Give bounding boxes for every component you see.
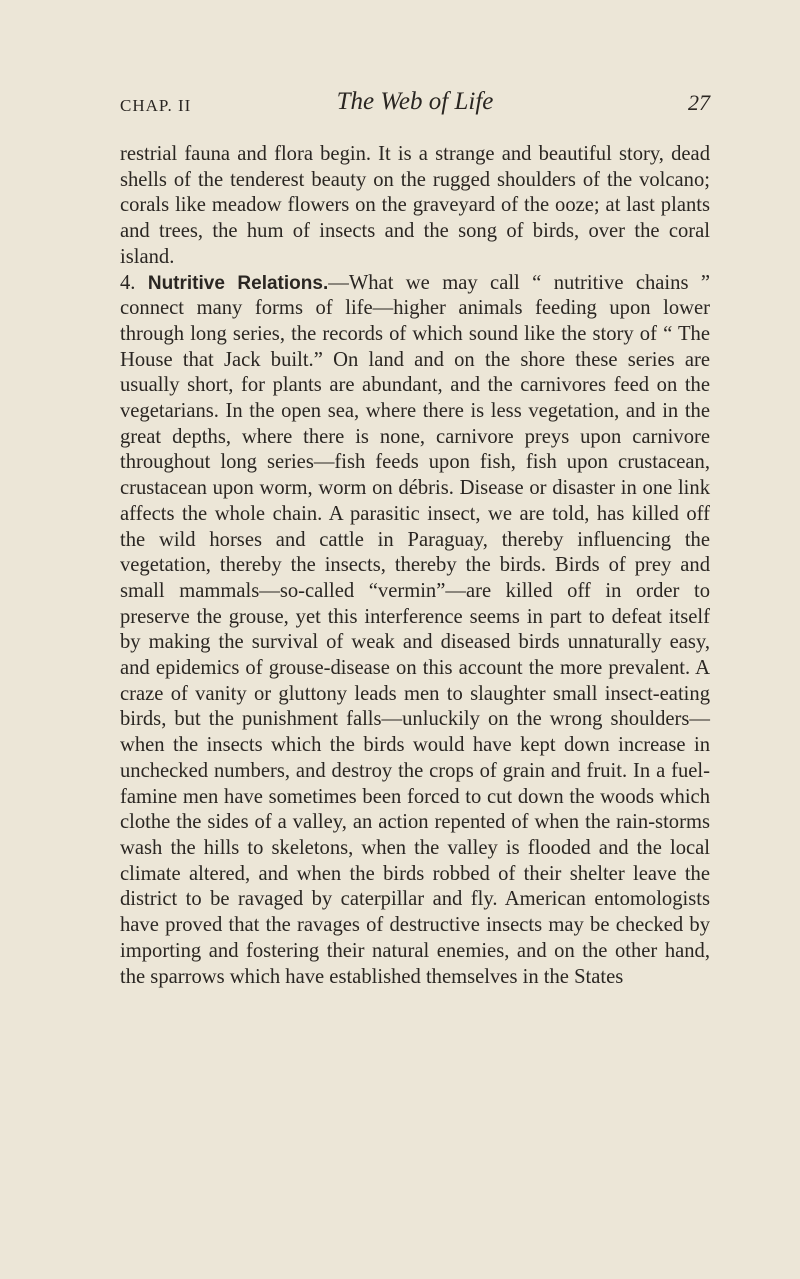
body-text: [120, 142, 710, 990]
section-heading: Nutritive Relations.: [147, 272, 329, 294]
section-paragraph: [120, 271, 710, 991]
chapter-label: CHAP. II: [120, 96, 192, 115]
continued-paragraph: restrial fauna and flora begin. It is a strange and beautiful story, dead shells of the tenderest beauty on the rugged shoulders of the volcano; corals like meadow flowers on the graveyard of the ooze; at last plants and trees, the hum of insects and the song of birds, over the coral island.: [120, 143, 710, 268]
page-number: 27: [688, 90, 710, 115]
section-text: —What we may call “ nutritive chains ” connect many forms of life—higher animals feeding upon lower through long series, the records of which sound like the story of “ The House that Jack built.” On land and on the shore these series are usually short, for plants are abundant, and the carnivores feed on the vegetarians. In the open sea, where there is less vegetation, and in the great depths, where there is none, carnivore preys upon carnivore throughout long series—fish feeds upon fish, fish upon crustacean, crustacean upon worm, worm on débris. Disease or disaster in one link affects the whole chain. A parasitic insect, we are told, has killed off the wild horses and cattle in Paraguay, thereby influencing the vegetation, thereby the insects, thereby the birds. Birds of prey and small mammals—so-called “vermin”—are killed off in order to preserve the grouse, yet this interference seems in part to defeat itself by making the survival of weak and diseased birds unnaturally easy, and epidemics of grouse-disease on this account the more prevalent. A craze of vanity or gluttony leads men to slaughter small insect-eating birds, but the punishment falls—unluckily on the wrong shoulders—when the insects which the birds would have kept down increase in unchecked numbers, and destroy the crops of grain and fruit. In a fuel-famine men have sometimes been forced to cut down the woods which clothe the sides of a valley, an action repented of when the rain-storms wash the hills to skeletons, when the valley is flooded and the local climate altered, and when the birds robbed of their shelter leave the district to be ravaged by caterpillar and fly. American entomologists have proved that the ravages of destructive insects may be checked by importing and fostering their natural enemies, and on the other hand, the sparrows which have established themselves in the States: [120, 271, 710, 988]
book-title: The Web of Life: [336, 88, 494, 115]
section-number: 4.: [120, 271, 136, 294]
running-head: [120, 88, 710, 122]
